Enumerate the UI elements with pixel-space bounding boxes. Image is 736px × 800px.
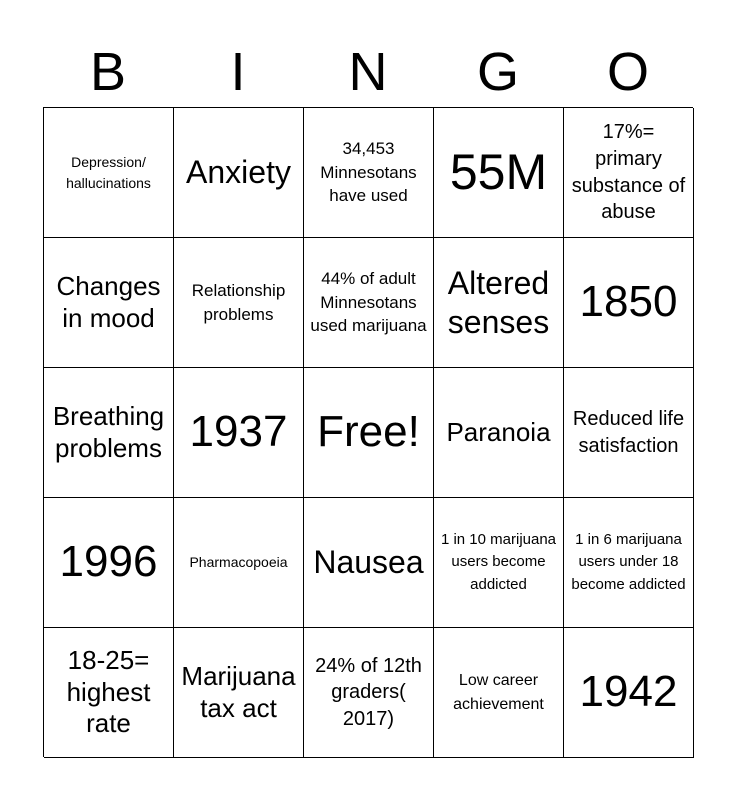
header-letter-i: I (230, 42, 246, 102)
bingo-cell[interactable]: Reduced life satisfaction (564, 368, 694, 498)
bingo-board (43, 107, 693, 757)
bingo-cell[interactable]: 1942 (564, 628, 694, 758)
bingo-cell[interactable]: 1 in 6 marijuana users under 18 become addicted (564, 498, 694, 628)
bingo-cell[interactable]: Depression/ hallucinations (44, 108, 174, 238)
bingo-cell[interactable]: 34,453 Minnesotans have used (304, 108, 434, 238)
bingo-cell[interactable]: 24% of 12th graders( 2017) (304, 628, 434, 758)
free-space-cell[interactable]: Free! (304, 368, 434, 498)
bingo-cell[interactable]: 1 in 10 marijuana users become addicted (434, 498, 564, 628)
header-letter-b: B (89, 42, 127, 102)
bingo-cell[interactable]: 18-25= highest rate (44, 628, 174, 758)
header-letter-o: O (606, 42, 649, 102)
bingo-cell[interactable]: 1937 (174, 368, 304, 498)
bingo-cell[interactable]: Breathing problems (44, 368, 174, 498)
bingo-cell[interactable]: Paranoia (434, 368, 564, 498)
bingo-header (43, 40, 693, 104)
bingo-cell[interactable]: Altered senses (434, 238, 564, 368)
bingo-cell[interactable]: Pharmacopoeia (174, 498, 304, 628)
bingo-cell[interactable]: Anxiety (174, 108, 304, 238)
header-letter-g: G (476, 42, 519, 102)
bingo-cell[interactable]: 1850 (564, 238, 694, 368)
bingo-cell[interactable]: Marijuana tax act (174, 628, 304, 758)
bingo-cell[interactable]: 17%= primary substance of abuse (564, 108, 694, 238)
bingo-cell[interactable]: Nausea (304, 498, 434, 628)
bingo-cell[interactable]: 1996 (44, 498, 174, 628)
bingo-cell[interactable]: Changes in mood (44, 238, 174, 368)
bingo-cell[interactable]: Low career achievement (434, 628, 564, 758)
bingo-cell[interactable]: 55M (434, 108, 564, 238)
bingo-cell[interactable]: 44% of adult Minnesotans used marijuana (304, 238, 434, 368)
bingo-cell[interactable]: Relationship problems (174, 238, 304, 368)
header-letter-n: N (348, 42, 388, 102)
